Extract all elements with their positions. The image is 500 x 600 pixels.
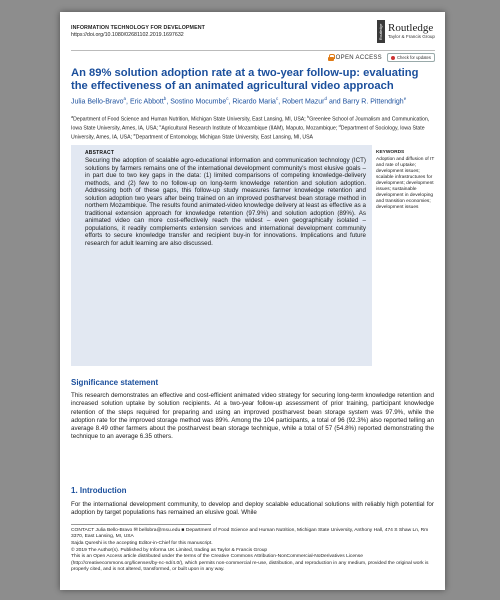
editor-line: Sajda Qureshi is the accepting Editor-in-Chief for this manuscript. <box>71 540 213 546</box>
author-affil-mark: d <box>324 96 328 101</box>
introduction-heading: 1. Introduction <box>71 486 127 495</box>
author-affil-mark: a <box>123 96 127 101</box>
open-access-label: OPEN ACCESS <box>335 54 382 61</box>
check-updates-label: Check for updates <box>397 55 431 60</box>
copyright-line: © 2019 The Author(s). Published by Informa UK Limited, trading as Taylor & Francis Group <box>71 548 268 553</box>
logo-bar: Routledge <box>377 20 385 43</box>
keywords-heading: KEYWORDS <box>376 150 405 155</box>
abstract-heading: ABSTRACT <box>85 150 115 156</box>
affil-mark: b <box>307 115 310 119</box>
abstract-text: Securing the adoption of scalable agro-educational information and communication technology (ICT) solutions by farmers remains one of the international development community's most elusive goals – in part due to two key gaps in the data: (1) limited comparisons of competing knowledge-delivery methods, and (2) few to no follow-up on long-term knowledge retention and solution adoption. Addressing both of these gaps, this follow-up study measures farmer knowledge retention and solution adoption two years after being trained on an improved postharvest bean storage method in northern Mozambique. The results found animated-video knowledge delivery at least as effective as a traditional extension approach for knowledge retention (97.9%) and solution adoption (89%). As animated video can more cost-effectively reach the widest – even geographically isolated – populations, it readily complements extension services and international development community efforts to secure knowledge transfer and recipient buy-in for innovations. Implications and future research for adult learning are also discussed. <box>85 157 366 247</box>
contact-line: CONTACT Julia Bello-Bravo ✉ bellobra@msu.edu ■ Department of Food Science and Human Nutrition, Michigan State University, Anthony Hall, 474 S Shaw Ln, Rm 3370, East Lansing, MI, USA <box>71 528 429 540</box>
open-lock-icon <box>328 54 334 61</box>
open-access-badge <box>328 54 382 61</box>
significance-text: This research demonstrates an effective and cost-efficient animated video strategy for securing long-term knowledge retention and increased solution uptake by solution recipients. At a two-year follow-up assessment of prior training, participant knowledge retention of the steps required for preparing and using an improved postharvest bean storage system was 97.9%, while the adoption rate for the improved storage method was 89%. Among the 104 participants, a total of 96 (92.3%) also reported telling an average 8.49 other farmers about the postharvest bean storage technique, while a total of 57 (54.8%) reported demonstrating the technique to an average 6.35 others. <box>71 392 434 441</box>
footnote-divider <box>71 524 211 525</box>
affil-mark: c <box>159 124 162 129</box>
publisher-logo <box>377 20 435 43</box>
keywords-box <box>376 150 436 211</box>
author-name[interactable]: Julia Bello-Bravo <box>71 98 124 106</box>
article-title: An 89% solution adoption rate at a two-year follow-up: evaluating the effectiveness of an animated agricultural video approach <box>71 67 419 93</box>
doi-link[interactable]: https://doi.org/10.1080/02681102.2019.1697632 <box>71 32 184 38</box>
author-name[interactable]: Barry R. Pittendrigh <box>342 98 404 106</box>
affil-mark: e <box>133 133 136 138</box>
author-affil-mark: c <box>275 96 279 101</box>
header-divider <box>71 50 435 51</box>
abstract-box <box>71 145 372 366</box>
affil-mark: a <box>71 115 74 119</box>
check-updates-button[interactable] <box>387 53 435 62</box>
author-affil-mark: e <box>403 96 407 101</box>
paper-page <box>60 12 445 590</box>
author-list: Julia Bello-Bravo$^a$, Eric Abbott$^b$, Sostino Mocumbe$^c$, Ricardo Maria$^c$, Robert Mazur$^d$ and Barry R. Pittendrigh$^e$ <box>71 96 407 106</box>
affiliations <box>71 114 433 142</box>
keywords-text: Adoption and diffusion of IT and rate of uptake; development issues; scalable infrastructures for development; development issues; sustainable development in developing and transition economies; development issues <box>376 157 435 210</box>
affiliation: Department of Food Science and Human Nutrition, Michigan State University, East Lansing, MI, USA; <box>73 116 308 123</box>
author-name[interactable]: Eric Abbott <box>129 98 164 106</box>
license-footnote <box>71 548 434 573</box>
license-line: This is an Open Access article distributed under the terms of the Creative Commons Attribution-NonCommercial-NoDerivatives License (http://creativecommons.org/licenses/by-nc-nd/4.0/), which permits non-commercial re-use, distribution, and reproduction in any medium, provided the original work is properly cited, and is not altered, transformed, or built upon in any way. <box>71 554 429 572</box>
affiliation: Department of Entomology, Michigan State University, East Lansing, MI, USA <box>135 135 314 142</box>
author-affil-mark: b <box>163 96 167 101</box>
affiliation: Greenlee School of Journalism and Communication, Iowa State University, Ames, IA, USA; <box>71 116 430 132</box>
contact-footnote <box>71 528 434 547</box>
significance-heading: Significance statement <box>71 378 159 387</box>
journal-name: INFORMATION TECHNOLOGY FOR DEVELOPMENT <box>71 25 205 31</box>
running-header <box>71 25 205 39</box>
author-name[interactable]: Ricardo Maria <box>232 98 276 106</box>
author-name[interactable]: Robert Mazur <box>282 98 325 106</box>
author-affil-mark: c <box>226 96 229 101</box>
affil-mark: d <box>338 124 341 129</box>
author-name[interactable]: Sostino Mocumbe <box>170 98 227 106</box>
access-row <box>328 53 435 62</box>
introduction-text: For the international development community, to develop and deploy scalable educational solutions with reliably high potential for adoption by target populations has remained an elusive goal. While <box>71 501 434 517</box>
publisher-name: Routledge <box>388 22 434 34</box>
publisher-subtitle: Taylor & Francis Group <box>388 34 435 39</box>
affiliation: Agricultural Research Institute of Mozambique (IIAM), Maputo, Mozambique; <box>161 125 339 132</box>
affiliation: Department of Sociology, Iowa State University, Ames, IA, USA; <box>71 125 425 142</box>
crossmark-icon <box>391 56 395 60</box>
